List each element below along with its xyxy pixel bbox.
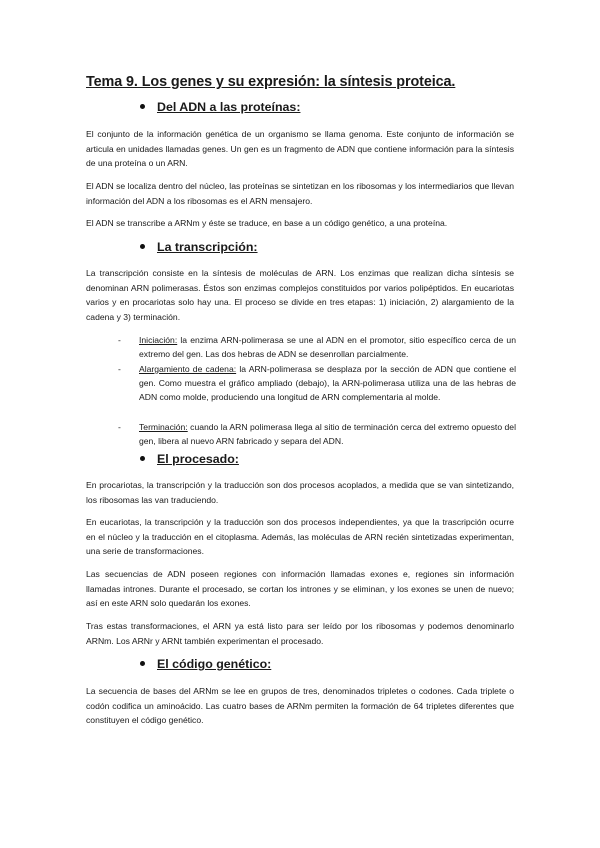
paragraph-eucariotas: En eucariotas, la transcripción y la traducción son dos procesos independientes, ya que la trascripción ocurre en el núcleo y la traducción en el citoplasma. Además, las moléculas de ARN recién sintetizadas experimentan, una serie de transformaciones. [86,517,514,557]
stage-text: cuando la ARN polimerasa llega al sitio de terminación cerca del extremo opuesto del gen, libera al nuevo ARN fabricado y separa del ADN. [139,422,516,447]
paragraph-arnm: Tras estas transformaciones, el ARN ya está listo para ser leído por los ribosomas y podemos denominarlo ARNm. Los ARNr y ARNt también experimentan el procesado. [86,621,514,646]
list-item-terminacion [118,420,516,448]
paragraph-procariotas: En procariotas, la transcripción y la traducción son dos procesos acoplados, a medida que se van sintetizando, los ribosomas las van traduciendo. [86,480,514,505]
section-heading-codigo-genetico [140,657,271,671]
section-heading-procesado [140,452,239,466]
paragraph-transcripcion: La transcripción consiste en la síntesis de moléculas de ARN. Los enzimas que realizan dicha síntesis se denominan ARN polimerasas. Éstos son enzimas complejos constituidos por varios polipéptidos. En eucariotas varios y en procariotas solo hay una. El proceso se divide en tres etapas: 1) iniciación, 2) alargamiento de la cadena y 3) terminación. [86,268,514,322]
dash-marker: - [118,335,121,345]
bullet-icon [140,456,145,461]
bullet-icon [140,244,145,249]
bullet-icon [140,661,145,666]
section-heading-label: Del ADN a las proteínas: [157,100,301,114]
section-heading-label: La transcripción: [157,240,258,254]
paragraph-codigo: La secuencia de bases del ARNm se lee en grupos de tres, denominados tripletes o codones. Cada triplete o codón codifica un aminoácido. Las cuatro bases de ARNm permiten la formación de 64 tripletes diferentes que constituyen el código genético. [86,686,514,726]
list-item-iniciacion [118,333,516,361]
stage-text: la enzima ARN-polimerasa se une al ADN en el promotor, sitio específico cerca de un extremo del gen. Las dos hebras de ADN se desenrollan parcialmente. [139,335,516,360]
paragraph-nucleo: El ADN se localiza dentro del núcleo, las proteínas se sintetizan en los ribosomas y los intermediarios que llevan información del ADN a los ribosomas es el ARN mensajero. [86,181,515,206]
stage-text: la ARN-polimerasa se desplaza por la sección de ADN que contiene el gen. Como muestra el gráfico ampliado (debajo), la ARN-polimerasa utiliza una de las hebras de ADN como molde, produciendo una longitud de ARN complementaria al molde. [139,364,516,403]
page-title: Tema 9. Los genes y su expresión: la síntesis proteica. [86,74,456,90]
stage-key: Alargamiento de cadena: [139,364,237,374]
dash-marker: - [118,422,121,432]
section-heading-label: El código genético: [157,657,272,671]
paragraph-exones: Las secuencias de ADN poseen regiones con información llamadas exones e, regiones sin información llamadas intrones. Durante el procesado, se cortan los intrones y se eliminan, y los exones se unen de nuevo; así en este ARN solo quedarán los exones. [86,569,514,609]
section-heading-label: El procesado: [157,452,239,466]
dash-marker: - [118,364,121,374]
stage-key: Iniciación: [139,335,178,345]
list-item-alargamiento [118,362,516,405]
stage-key: Terminación: [139,422,188,432]
section-heading-adn-proteinas [140,100,300,114]
section-heading-transcripcion [140,240,258,254]
paragraph-genoma: El conjunto de la información genética de un organismo se llama genoma. Este conjunto de información se articula en unidades llamadas genes. Un gen es un fragmento de ADN que contiene información para la síntesis de una proteína o un ARN. [86,129,514,169]
bullet-icon [140,104,145,109]
paragraph-transcribe: El ADN se transcribe a ARNm y éste se traduce, en base a un código genético, a una proteína. [86,218,448,228]
